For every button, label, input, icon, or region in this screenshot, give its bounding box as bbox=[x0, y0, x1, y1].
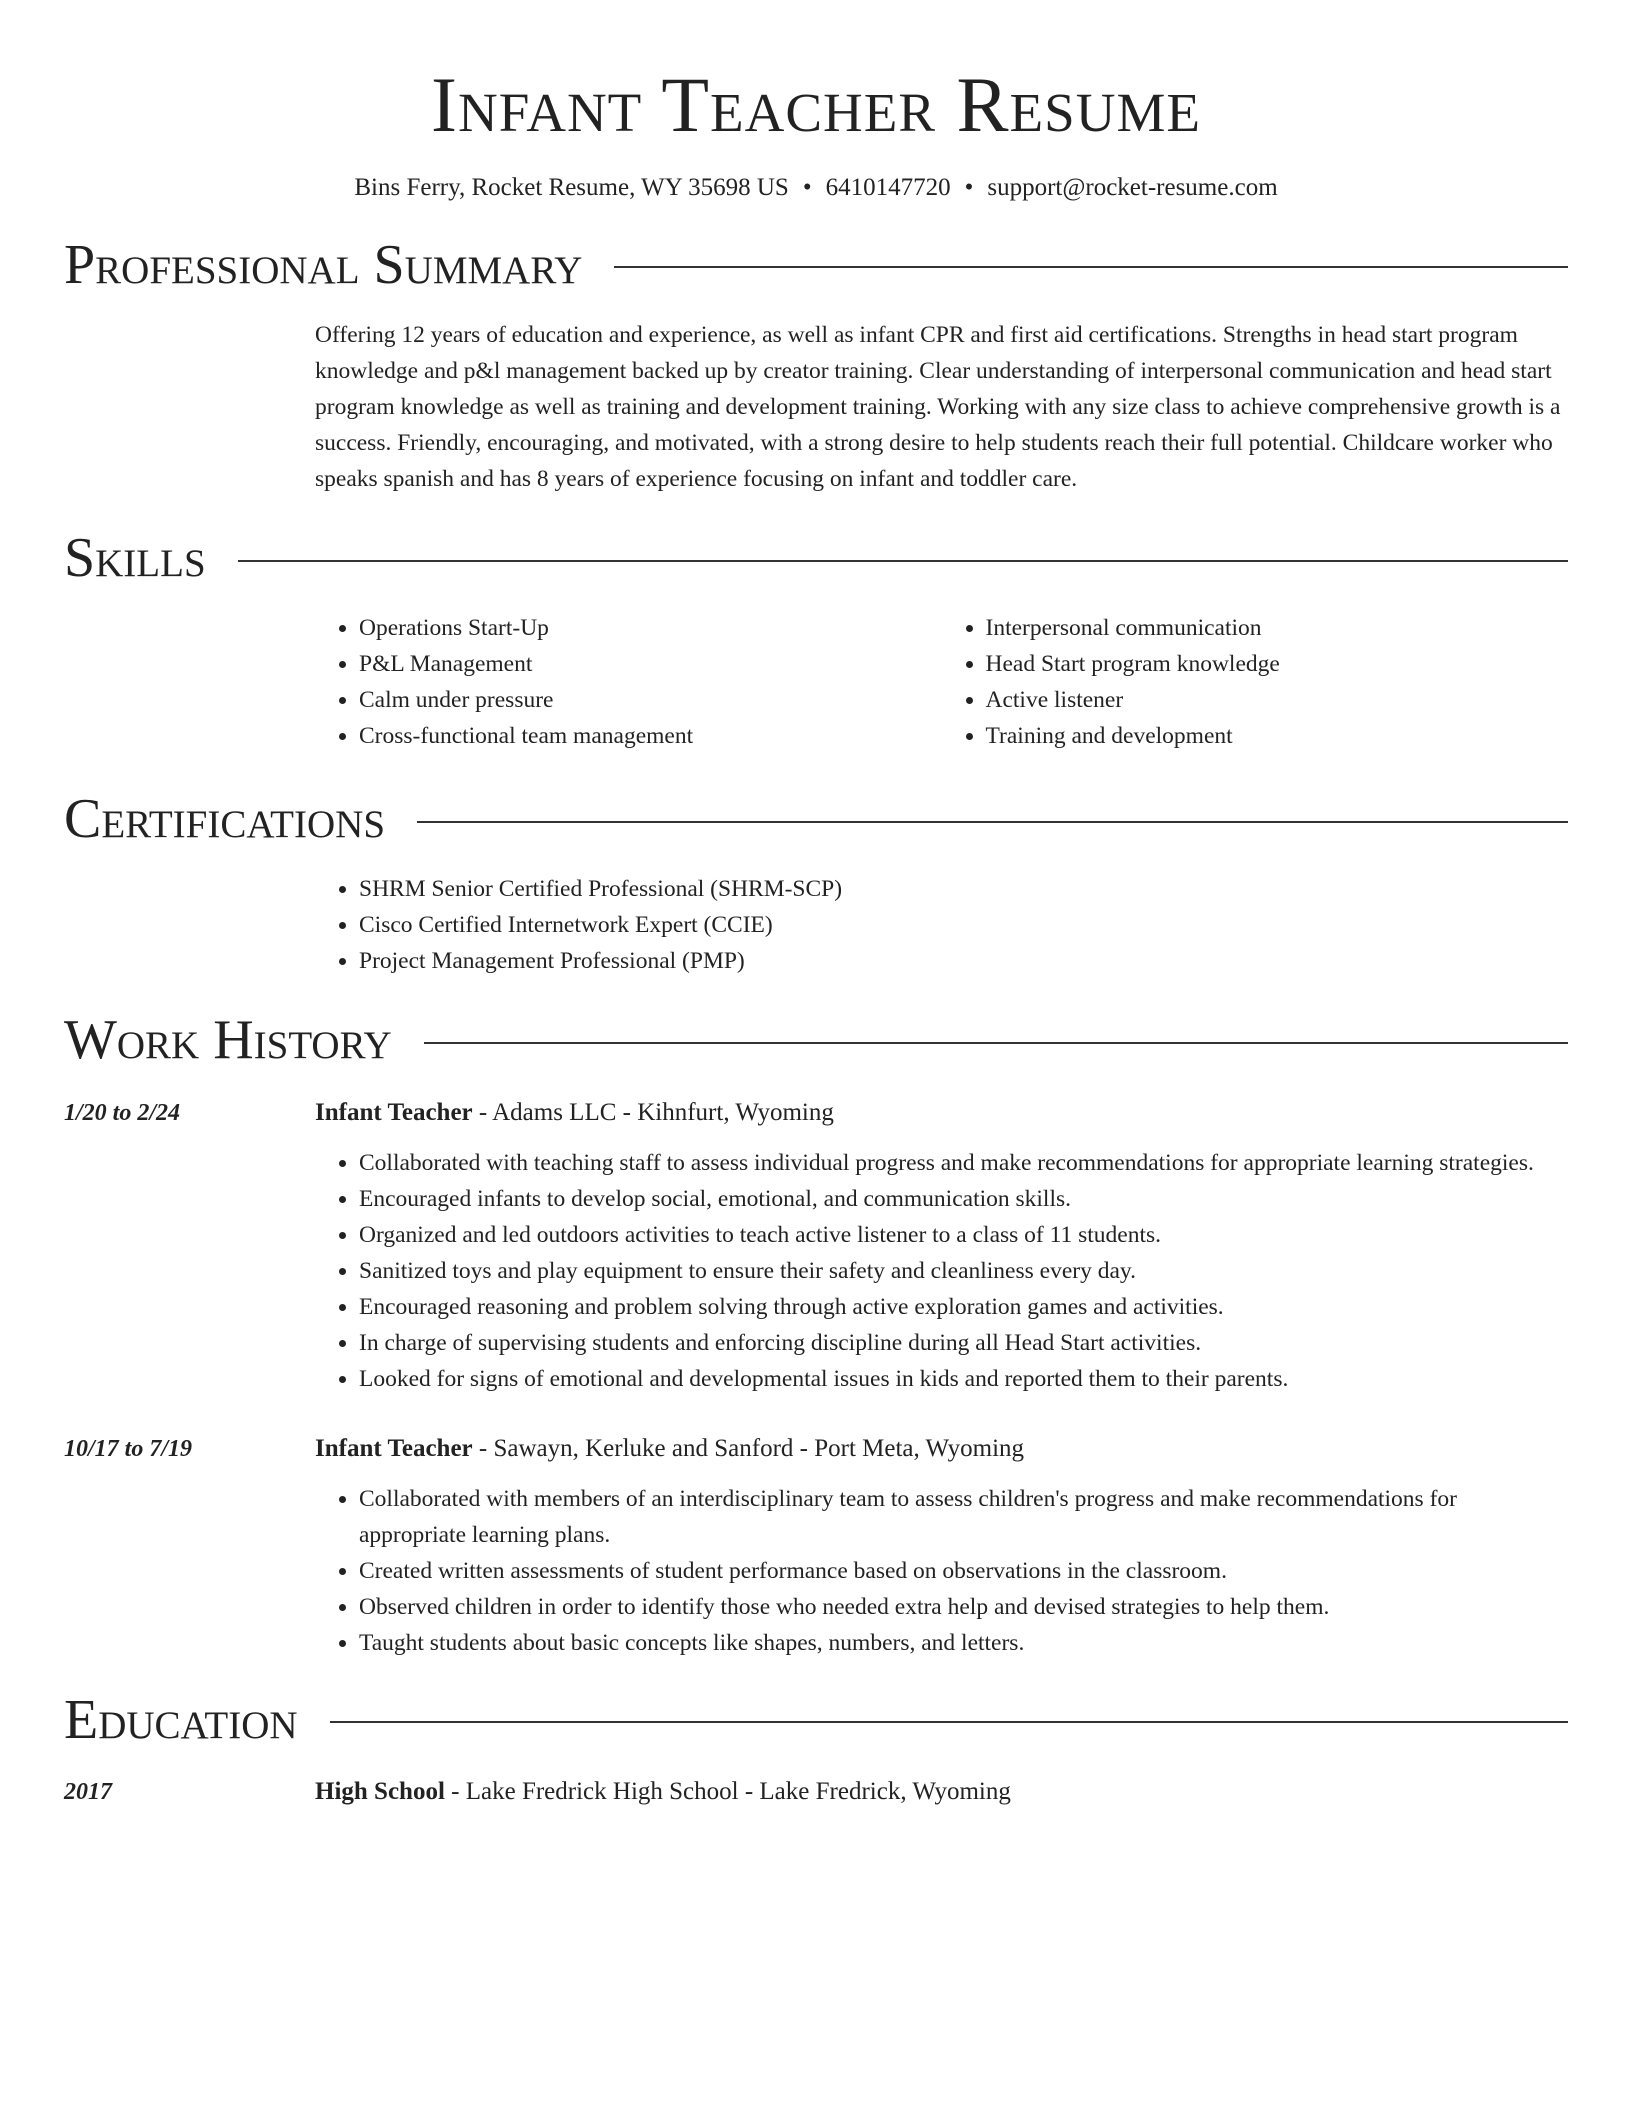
skills-heading: Skills bbox=[64, 526, 206, 589]
section-divider bbox=[614, 266, 1568, 268]
job-body bbox=[315, 1095, 1568, 1397]
resume-page bbox=[64, 0, 1568, 1810]
duty-item: • Taught students about basic concepts like shapes, numbers, and letters. bbox=[359, 1625, 1568, 1661]
summary-text: Offering 12 years of education and experience, as well as infant CPR and first aid certifications. Strengths in head start program knowledge and p&l management backed up by creator training. Clear understanding of interpersonal communication and head start program knowledge as well as training and development training. Working with any size class to achieve comprehensive growth is a success. Friendly, encouraging, and motivated, with a strong desire to help students reach their full potential. Childcare worker who speaks spanish and has 8 years of experience focusing on infant and toddler care. bbox=[315, 321, 1561, 492]
job-entry bbox=[64, 1431, 1568, 1661]
skills-section bbox=[64, 525, 1568, 754]
duty-item: • Observed children in order to identify those who needed extra help and devised strategies to help them. bbox=[359, 1589, 1568, 1625]
duty-item: • Encouraged infants to develop social, emotional, and communication skills. bbox=[359, 1181, 1568, 1217]
job-duties bbox=[315, 1481, 1568, 1661]
certification-item: • SHRM Senior Certified Professional (SHRM-SCP) bbox=[359, 871, 1568, 907]
education-entry bbox=[64, 1774, 1568, 1810]
summary-header bbox=[64, 232, 1568, 299]
skill-item: • Training and development bbox=[986, 718, 1569, 754]
contact-email: support@rocket-resume.com bbox=[987, 173, 1278, 201]
skills-list-left bbox=[315, 610, 942, 754]
duty-item: • Sanitized toys and play equipment to ensure their safety and cleanliness every day. bbox=[359, 1253, 1568, 1289]
contact-phone: 6410147720 bbox=[825, 173, 951, 201]
section-divider bbox=[238, 560, 1568, 562]
contact-address: Bins Ferry, Rocket Resume, WY 35698 US bbox=[354, 173, 789, 201]
duty-item: • Collaborated with teaching staff to assess individual progress and make recommendations for appropriate learning strategies. bbox=[359, 1145, 1568, 1181]
resume-title: Infant Teacher Resume bbox=[431, 61, 1201, 148]
job-title-line bbox=[315, 1431, 1568, 1467]
education-header bbox=[64, 1687, 1568, 1754]
certification-item: • Project Management Professional (PMP) bbox=[359, 943, 1568, 979]
education-year: 2017 bbox=[64, 1778, 112, 1805]
work-history-heading: Work History bbox=[64, 1009, 392, 1072]
skill-item: • Cross-functional team management bbox=[359, 718, 942, 754]
skill-item: • Interpersonal communication bbox=[986, 610, 1569, 646]
job-duties bbox=[315, 1145, 1568, 1397]
certifications-heading: Certifications bbox=[64, 788, 386, 851]
skill-item: • Operations Start-Up bbox=[359, 610, 942, 646]
job-title-line bbox=[315, 1095, 1568, 1131]
duty-item: • Organized and led outdoors activities to teach active listener to a class of 11 students. bbox=[359, 1217, 1568, 1253]
job-role: Infant Teacher bbox=[315, 1098, 473, 1126]
job-dates: 10/17 to 7/19 bbox=[64, 1435, 193, 1462]
contact-line bbox=[64, 174, 1568, 202]
skill-item: • P&L Management bbox=[359, 646, 942, 682]
certifications-content bbox=[315, 871, 1568, 979]
skills-header bbox=[64, 525, 1568, 592]
job-dates: 1/20 to 2/24 bbox=[64, 1099, 181, 1126]
section-divider bbox=[424, 1042, 1568, 1044]
duty-item: • Encouraged reasoning and problem solving through active exploration games and activities. bbox=[359, 1289, 1568, 1325]
summary-section bbox=[64, 232, 1568, 497]
skill-item: • Calm under pressure bbox=[359, 682, 942, 718]
contact-separator: • bbox=[802, 173, 812, 201]
section-divider bbox=[330, 1721, 1568, 1723]
duty-item: • Created written assessments of student performance based on observations in the classroom. bbox=[359, 1553, 1568, 1589]
duty-item: • Looked for signs of emotional and developmental issues in kids and reported them to their parents. bbox=[359, 1361, 1568, 1397]
duty-item: • Collaborated with members of an interdisciplinary team to assess children's progress and make recommendations for appropriate learning plans. bbox=[359, 1481, 1568, 1553]
certification-item: • Cisco Certified Internetwork Expert (CCIE) bbox=[359, 907, 1568, 943]
work-history-section bbox=[64, 1007, 1568, 1660]
education-line bbox=[315, 1774, 1568, 1810]
education-school: - Lake Fredrick High School - Lake Fredrick, Wyoming bbox=[444, 1777, 1011, 1805]
skills-list-right bbox=[942, 610, 1569, 754]
skills-grid bbox=[315, 610, 1568, 754]
certifications-list bbox=[315, 871, 1568, 979]
job-body bbox=[315, 1431, 1568, 1661]
job-role: Infant Teacher bbox=[315, 1434, 473, 1462]
summary-heading: Professional Summary bbox=[64, 233, 583, 296]
education-section bbox=[64, 1687, 1568, 1810]
education-heading: Education bbox=[64, 1688, 298, 1751]
job-employer: - Adams LLC - Kihnfurt, Wyoming bbox=[472, 1098, 834, 1126]
certifications-section bbox=[64, 786, 1568, 979]
job-employer: - Sawayn, Kerluke and Sanford - Port Meta, Wyoming bbox=[472, 1434, 1025, 1462]
contact-separator: • bbox=[964, 173, 974, 201]
skill-item: • Head Start program knowledge bbox=[986, 646, 1569, 682]
education-degree: High School bbox=[315, 1777, 445, 1805]
section-divider bbox=[417, 821, 1568, 823]
work-history-header bbox=[64, 1007, 1568, 1074]
skill-item: • Active listener bbox=[986, 682, 1569, 718]
duty-item: • In charge of supervising students and enforcing discipline during all Head Start activities. bbox=[359, 1325, 1568, 1361]
job-entry bbox=[64, 1095, 1568, 1397]
education-body bbox=[315, 1774, 1568, 1810]
certifications-header bbox=[64, 786, 1568, 853]
